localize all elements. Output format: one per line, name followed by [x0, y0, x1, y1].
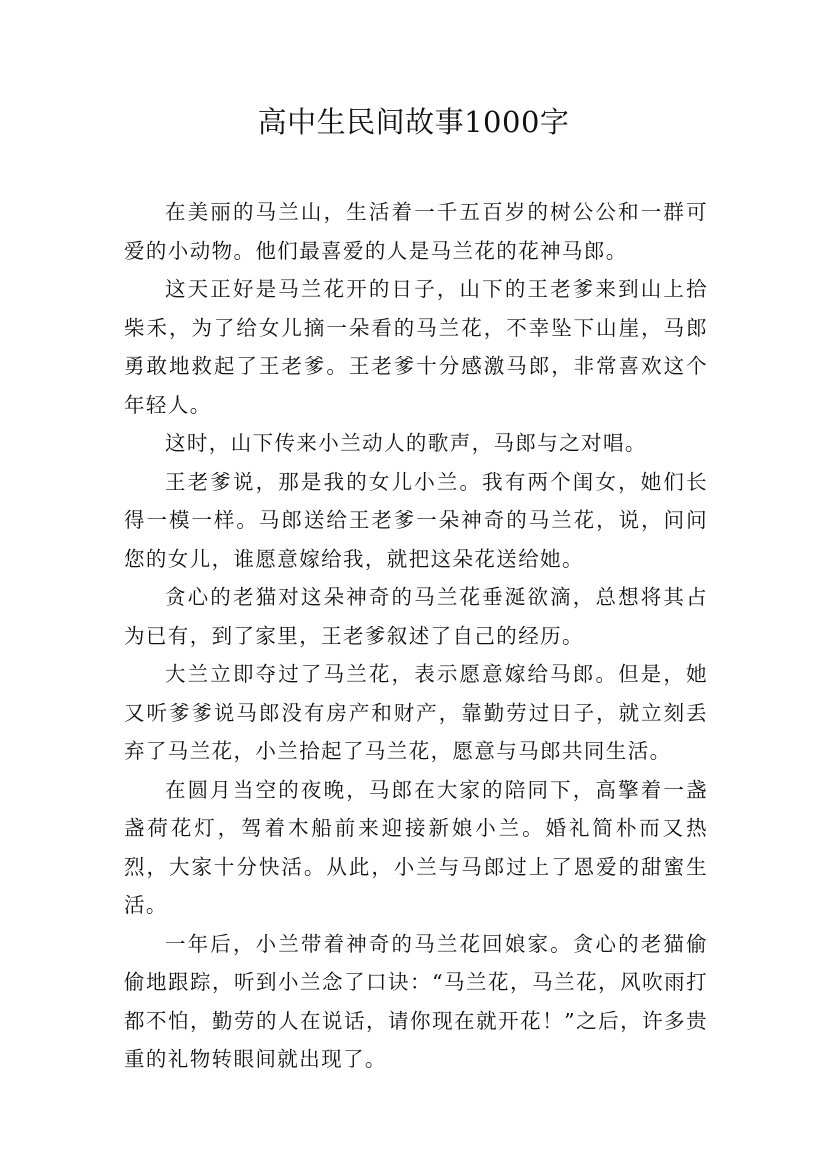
paragraph: 贪心的老猫对这朵神奇的马兰花垂涎欲滴，总想将其占为已有，到了家里，王老爹叙述了自己的经历。: [124, 585, 708, 648]
paragraph: 一年后，小兰带着神奇的马兰花回娘家。贪心的老猫偷偷地跟踪，听到小兰念了口诀：“马兰花，马兰花，风吹雨打都不怕，勤劳的人在说话，请你现在就开花！”之后，许多贵重的礼物转眼间就出现了。: [124, 931, 708, 1071]
paragraph: 在圆月当空的夜晚，马郎在大家的陪同下，高擎着一盏盏荷花灯，驾着木船前来迎接新娘小兰。婚礼简朴而又热烈，大家十分快活。从此，小兰与马郎过上了恩爱的甜蜜生活。: [124, 777, 708, 917]
document-body: [124, 193, 708, 1079]
document-title: 高中生民间故事1000字: [257, 105, 570, 139]
paragraph: 大兰立即夺过了马兰花，表示愿意嫁给马郎。但是，她又听爹爹说马郎没有房产和财产，靠勤劳过日子，就立刻丢弃了马兰花，小兰拾起了马兰花，愿意与马郎共同生活。: [124, 662, 708, 763]
paragraph: 王老爹说，那是我的女儿小兰。我有两个闺女，她们长得一模一样。马郎送给王老爹一朵神奇的马兰花，说，问问您的女儿，谁愿意嫁给我，就把这朵花送给她。: [124, 469, 708, 571]
paragraph: 在美丽的马兰山，生活着一千五百岁的树公公和一群可爱的小动物。他们最喜爱的人是马兰花的花神马郎。: [124, 200, 708, 263]
paragraph: 这时，山下传来小兰动人的歌声，马郎与之对唱。: [165, 431, 647, 455]
paragraph: 这天正好是马兰花开的日子，山下的王老爹来到山上拾柴禾，为了给女儿摘一朵看的马兰花，不幸坠下山崖，马郎勇敢地救起了王老爹。王老爹十分感激马郎，非常喜欢这个年轻人。: [124, 277, 708, 417]
